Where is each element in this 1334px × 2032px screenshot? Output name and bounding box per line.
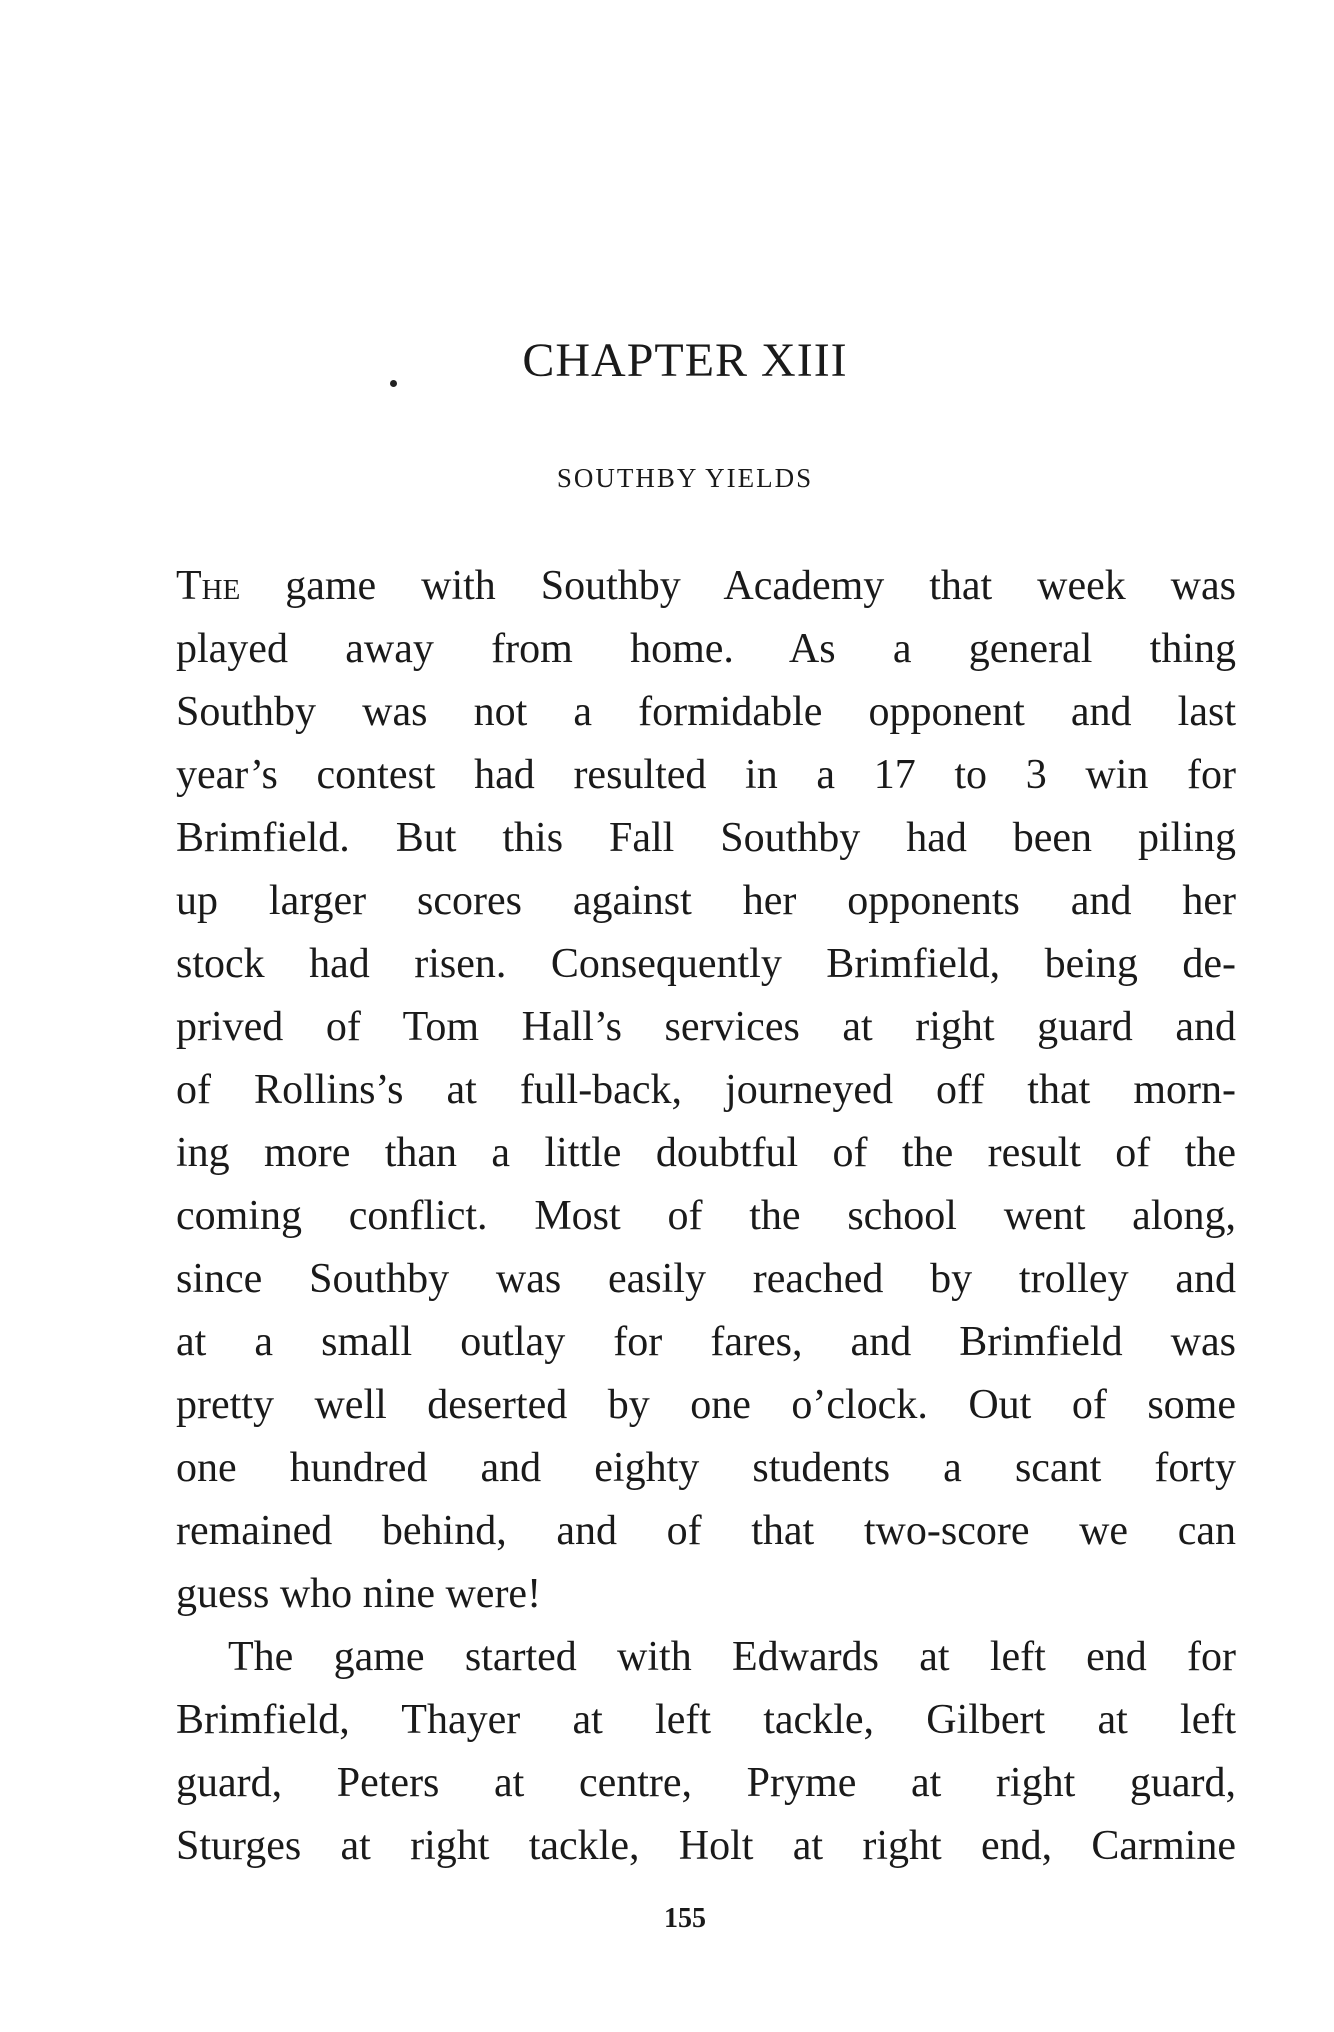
text-line: pretty well deserted by one o’clock. Out of some: [176, 1382, 1236, 1428]
page-number: 155: [664, 1903, 706, 1934]
text-line: stock had risen. Consequently Brimfield, being de-: [176, 941, 1236, 987]
text-line: year’s contest had resulted in a 17 to 3 win for: [176, 752, 1236, 798]
text-line: prived of Tom Hall’s services at right guard and: [176, 1004, 1236, 1050]
text-line: Southby was not a formidable opponent and last: [176, 689, 1236, 735]
opening-word: The: [176, 563, 241, 609]
chapter-heading: CHAPTER XIII: [522, 334, 848, 387]
text-line: Sturges at right tackle, Holt at right end, Carmine: [176, 1823, 1236, 1869]
chapter-subtitle: SOUTHBY YIELDS: [556, 463, 814, 493]
text-line: of Rollins’s at full-back, journeyed off that morn-: [176, 1067, 1236, 1113]
text-line: The game started with Edwards at left end for: [228, 1634, 1236, 1680]
text-line: up larger scores against her opponents and her: [176, 878, 1236, 924]
text-line: since Southby was easily reached by trolley and: [176, 1256, 1236, 1302]
text-line: remained behind, and of that two-score we can: [176, 1508, 1236, 1554]
body-text: [176, 555, 1236, 1878]
text-line: at a small outlay for fares, and Brimfield was: [176, 1319, 1236, 1365]
text-line: Brimfield. But this Fall Southby had been piling: [176, 815, 1236, 861]
text-line: The game with Southby Academy that week was: [176, 563, 1236, 609]
text-line: one hundred and eighty students a scant forty: [176, 1445, 1236, 1491]
text-line: guard, Peters at centre, Pryme at right guard,: [176, 1760, 1236, 1806]
text-line: guess who nine were!: [176, 1571, 542, 1617]
text-line: ing more than a little doubtful of the result of the: [176, 1130, 1236, 1176]
text-line: played away from home. As a general thing: [176, 626, 1236, 672]
text-line: Brimfield, Thayer at left tackle, Gilbert at left: [176, 1697, 1236, 1743]
text-line: coming conflict. Most of the school went along,: [176, 1193, 1236, 1239]
